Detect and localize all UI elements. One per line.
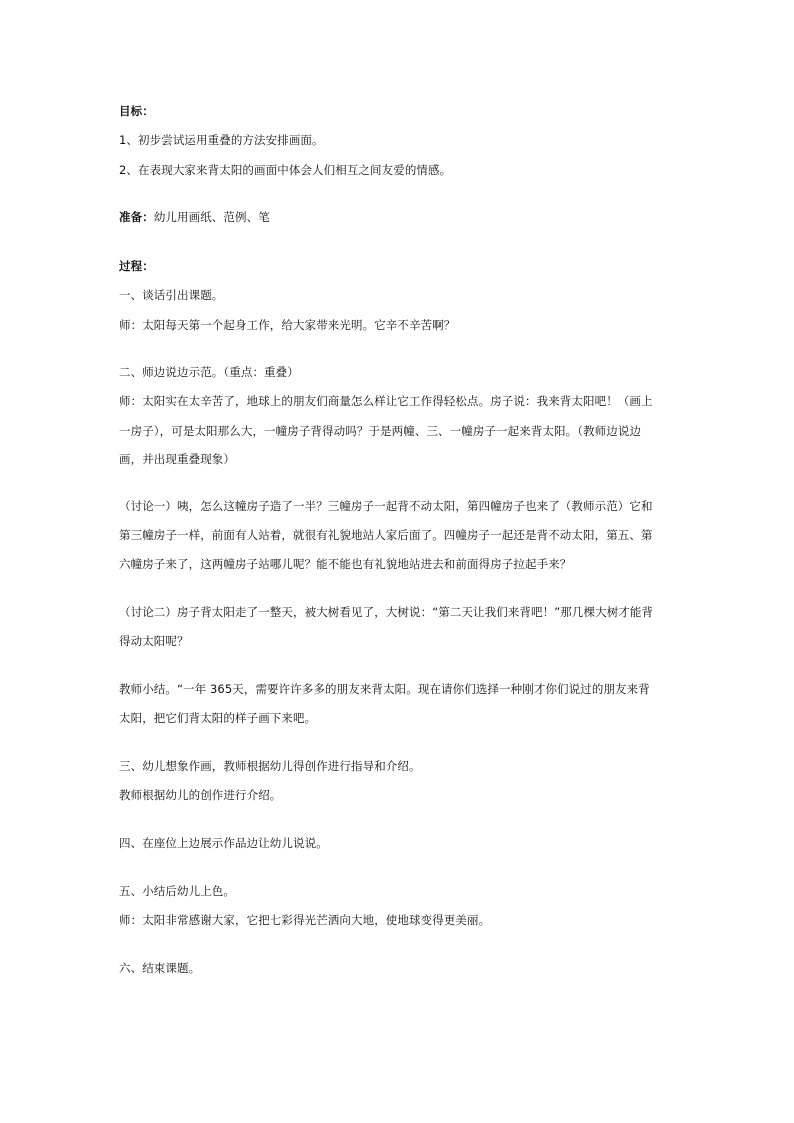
step-3-title: 三、幼儿想象作画，教师根据幼儿得创作进行指导和介绍。 [119,759,421,773]
discussion-1-line-2: 第三幢房子一样，前面有人站着，就很有礼貌地站人家后面了。四幢房子一起还是背不动太阳，第五、第 [119,528,653,542]
preparation-line [119,210,679,224]
step-4-title: 四、在座位上边展示作品边让幼儿说说。 [119,836,328,850]
step-2-para-line-2: 一房子），可是太阳那么大，一幢房子背得动吗？于是两幢、三、一幢房子一起来背太阳。（教师边说边 [119,424,642,438]
step-3-text: 教师根据幼儿的创作进行介绍。 [119,788,282,802]
discussion-1-line-1: （讨论一）咦，怎么这幢房子造了一半？三幢房子一起背不动太阳，第四幢房子也来了（教师示范）它和 [119,499,653,513]
summary-line-2: 太阳，把它们背太阳的样子画下来吧。 [119,711,317,725]
discussion-1-line-3: 六幢房子来了，这两幢房子站哪儿呢？能不能也有礼貌地站进去和前面得房子拉起手来？ [119,557,572,571]
step-2-para-line-3: 画，并出现重叠现象） [119,452,235,466]
discussion-2-line-2: 得动太阳呢？ [119,634,189,648]
step-5-teacher: 师：太阳非常感谢大家，它把七彩得光芒洒向大地，使地球变得更美丽。 [119,913,491,927]
step-6-title: 六、结束课题。 [119,961,201,975]
summary-line-1: 教师小结。“一年 365天，需要许许多多的朋友来背太阳。现在请你们选择一种刚才你们说过的朋友来背 [119,682,650,696]
step-2-title: 二、师边说边示范。（重点：重叠） [119,365,299,379]
process-heading: 过程： [119,259,154,273]
step-2-para-line-1: 师：太阳实在太辛苦了，地球上的朋友们商量怎么样让它工作得轻松点。房子说：我来背太阳吧！（画上 [119,394,653,408]
step-1-teacher: 师：太阳每天第一个起身工作，给大家带来光明。它辛不辛苦啊？ [119,318,456,332]
step-1-title: 一、谈话引出课题。 [119,288,224,302]
goal-1: 1、初步尝试运用重叠的方法安排画面。 [119,133,324,147]
discussion-2-line-1: （讨论二）房子背太阳走了一整天，被大树看见了，大树说：“第二天让我们来背吧！”那几棵大树才能背 [119,605,654,619]
preparation-label: 准备： [119,210,154,224]
preparation-text: 幼儿用画纸、范例、笔 [153,210,270,224]
goals-heading: 目标： [119,104,154,118]
goal-2: 2、在表现大家来背太阳的画面中体会人们相互之间友爱的情感。 [119,163,452,177]
step-5-title: 五、小结后幼儿上色。 [119,884,235,898]
